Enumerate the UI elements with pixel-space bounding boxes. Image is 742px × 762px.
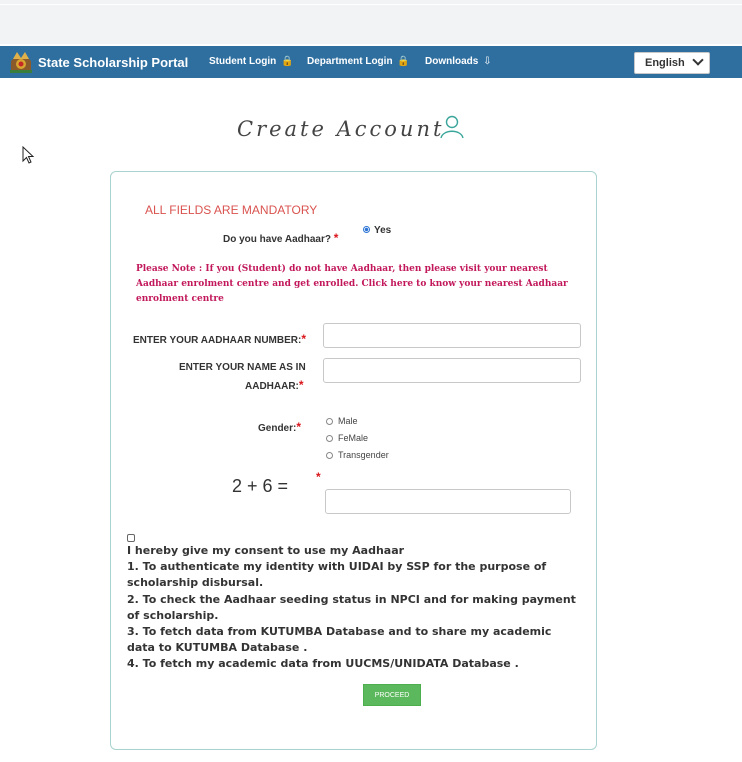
gender-transgender-radio[interactable]: [326, 452, 333, 459]
gender-transgender-label: Transgender: [338, 450, 389, 460]
captcha-question: 2 + 6 =: [232, 476, 289, 496]
consent-text: [127, 543, 577, 673]
consent-line: 4. To fetch my academic data from UUCMS/UNIDATA Database .: [127, 657, 519, 671]
gender-female-label: FeMale: [338, 433, 369, 443]
chevron-down-icon: [692, 54, 703, 65]
karnataka-emblem-icon: [8, 50, 34, 74]
browser-top-strip: [0, 0, 742, 44]
user-icon: [439, 114, 465, 140]
mandatory-notice: ALL FIELDS ARE MANDATORY: [145, 203, 318, 217]
brand-title[interactable]: State Scholarship Portal: [38, 55, 189, 70]
nav-department-login[interactable]: Department Login 🔒: [307, 56, 410, 67]
top-navbar: [0, 46, 742, 78]
language-select[interactable]: [634, 52, 710, 74]
consent-line: I hereby give my consent to use my Aadhaar: [127, 544, 405, 557]
mouse-cursor-icon: [22, 146, 36, 166]
aadhaar-yes-label: Yes: [374, 225, 392, 236]
consent-checkbox[interactable]: [127, 534, 135, 542]
name-label-line2: AADHAAR:*: [245, 378, 304, 392]
captcha-answer-input[interactable]: [325, 489, 571, 514]
gender-female-radio[interactable]: [326, 435, 333, 442]
consent-line: 1. To authenticate my identity with UIDAI by SSP for the purpose of scholarship disbursal.: [127, 560, 547, 590]
download-icon: ⇩: [483, 56, 492, 67]
nav-student-login[interactable]: Student Login 🔒: [209, 56, 294, 67]
lock-icon: 🔒: [397, 56, 410, 67]
proceed-button[interactable]: PROCEED: [363, 684, 421, 706]
aadhaar-number-input[interactable]: [323, 323, 581, 348]
aadhaar-yes-radio[interactable]: [363, 226, 370, 233]
consent-line: 3. To fetch data from KUTUMBA Database and to share my academic data to KUTUMBA Database .: [127, 625, 552, 655]
gender-label: Gender:*: [258, 420, 302, 434]
aadhaar-enrolment-note[interactable]: Please Note : If you (Student) do not have Aadhaar, then please visit your nearest Aadhaar enrolment centre and get enrolled. Click here to know your nearest Aadhaar enrolment centre: [136, 264, 568, 304]
nav-downloads[interactable]: Downloads ⇩: [425, 56, 492, 67]
gender-male-label: Male: [338, 416, 358, 426]
aadhaar-number-label: ENTER YOUR AADHAAR NUMBER:*: [133, 332, 307, 346]
name-label-line1: ENTER YOUR NAME AS IN: [179, 362, 306, 373]
name-input[interactable]: [323, 358, 581, 383]
captcha-required-mark: *: [316, 470, 321, 484]
lock-icon: 🔒: [281, 56, 294, 67]
language-selected: English: [645, 57, 685, 69]
page-title: Create Account: [237, 117, 445, 141]
consent-line: 2. To check the Aadhaar seeding status in NPCI and for making payment of scholarship.: [127, 592, 576, 622]
gender-male-radio[interactable]: [326, 418, 333, 425]
aadhaar-question-label: Do you have Aadhaar? *: [223, 231, 339, 245]
